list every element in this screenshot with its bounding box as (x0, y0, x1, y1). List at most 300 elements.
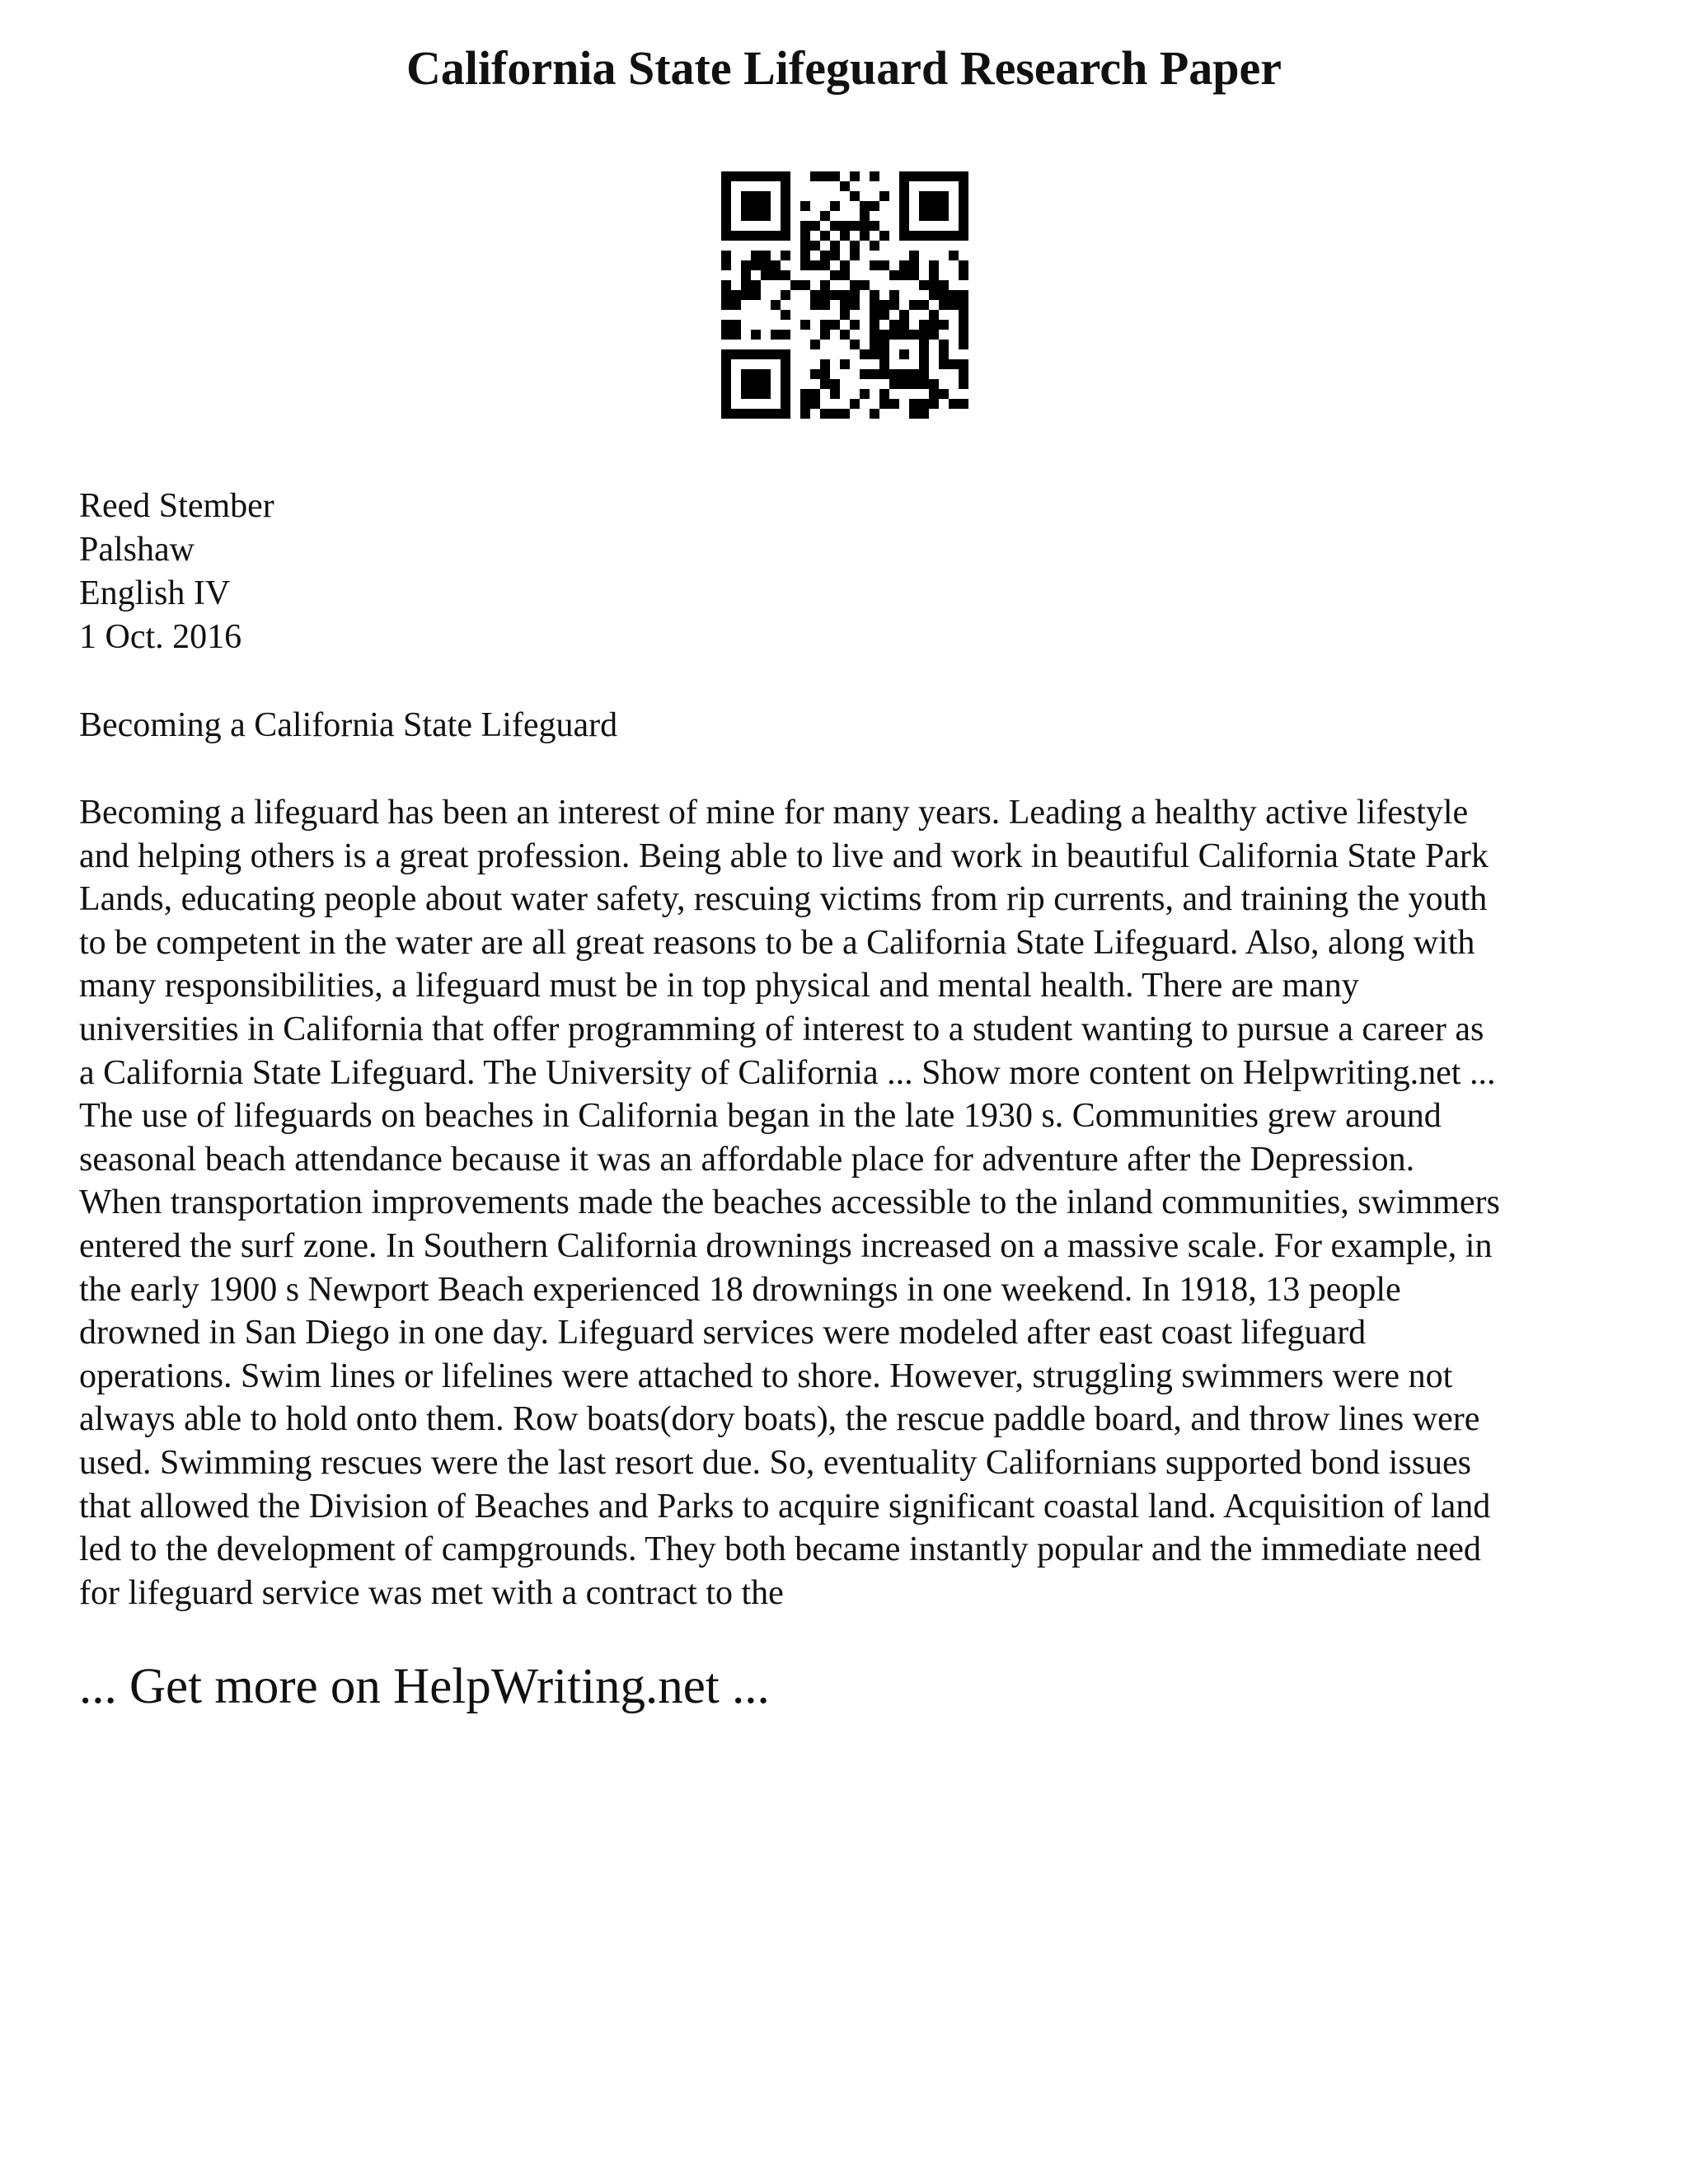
qr-module (899, 379, 909, 389)
qr-module (761, 191, 771, 201)
qr-module (879, 300, 889, 310)
get-more-link[interactable]: ... Get more on HelpWriting.net ... (79, 1659, 770, 1714)
qr-module (889, 330, 899, 340)
qr-module (830, 171, 840, 181)
qr-module (899, 171, 909, 181)
qr-module (949, 359, 959, 369)
qr-module (751, 201, 761, 211)
qr-module (929, 270, 939, 280)
qr-module (850, 191, 860, 201)
qr-module (761, 270, 771, 280)
qr-module (909, 251, 919, 260)
qr-module (939, 191, 949, 201)
qr-module (959, 340, 968, 349)
body-line: The use of lifeguards on beaches in California began in the late 1930 s. Communities grew around (79, 1097, 1442, 1136)
qr-module (850, 221, 860, 231)
qr-module (840, 359, 850, 369)
qr-module (899, 369, 909, 379)
qr-module (870, 320, 879, 330)
qr-module (800, 221, 810, 231)
qr-module (850, 340, 860, 349)
qr-module (870, 340, 879, 349)
qr-module (761, 201, 771, 211)
qr-module (939, 340, 949, 349)
qr-module (741, 389, 751, 399)
qr-module (889, 399, 899, 409)
qr-module (790, 280, 800, 290)
qr-module (781, 191, 790, 201)
qr-module (860, 211, 870, 221)
qr-module (761, 369, 771, 379)
qr-module (909, 399, 919, 409)
qr-module (939, 290, 949, 300)
qr-module (741, 201, 751, 211)
qr-module (761, 379, 771, 389)
qr-module (959, 171, 968, 181)
qr-module (721, 191, 731, 201)
qr-module (781, 221, 790, 231)
qr-module (751, 369, 761, 379)
qr-module (959, 399, 968, 409)
qr-module (949, 231, 959, 241)
qr-module (879, 399, 889, 409)
qr-module (830, 409, 840, 419)
qr-module (731, 171, 741, 181)
qr-module (810, 399, 820, 409)
qr-module (939, 280, 949, 290)
qr-module (860, 280, 870, 290)
qr-module (810, 369, 820, 379)
qr-module (929, 320, 939, 330)
qr-module (879, 330, 889, 340)
qr-module (929, 201, 939, 211)
qr-module (929, 330, 939, 340)
essay-body (79, 791, 1645, 1615)
body-line: Lands, educating people about water safety, rescuing victims from rip currents, and training the youth (79, 880, 1488, 919)
qr-module (721, 389, 731, 399)
qr-module (850, 399, 860, 409)
qr-module (751, 260, 761, 270)
qr-module (840, 300, 850, 310)
qr-module (751, 379, 761, 389)
qr-module (840, 270, 850, 280)
qr-module (939, 171, 949, 181)
qr-module (820, 231, 830, 241)
qr-module (820, 320, 830, 330)
qr-module (721, 330, 731, 340)
qr-module (870, 369, 879, 379)
qr-module (919, 369, 929, 379)
qr-module (919, 280, 929, 290)
qr-module (830, 270, 840, 280)
qr-module (781, 330, 790, 340)
qr-module (929, 389, 939, 399)
qr-module (870, 201, 879, 211)
qr-module (870, 241, 879, 251)
qr-module (741, 379, 751, 389)
qr-module (761, 211, 771, 221)
qr-module (919, 171, 929, 181)
qr-module (959, 201, 968, 211)
qr-module (781, 359, 790, 369)
qr-module (899, 310, 909, 320)
body-line: led to the development of campgrounds. They both became instantly popular and the immediate need (79, 1530, 1481, 1569)
qr-module (820, 290, 830, 300)
qr-module (899, 330, 909, 340)
qr-module (899, 231, 909, 241)
qr-module (781, 389, 790, 399)
qr-module (959, 270, 968, 280)
qr-module (830, 241, 840, 251)
qr-module (870, 290, 879, 300)
qr-module (771, 300, 781, 310)
qr-module (919, 201, 929, 211)
qr-module (909, 171, 919, 181)
qr-module (751, 251, 761, 260)
qr-module (751, 389, 761, 399)
body-line: used. Swimming rescues were the last resort due. So, eventuality Californians supported bond issues (79, 1443, 1472, 1482)
qr-module (810, 221, 820, 231)
qr-module (731, 300, 741, 310)
qr-module (820, 369, 830, 379)
qr-module (820, 300, 830, 310)
body-line: for lifeguard service was met with a contract to the (79, 1573, 784, 1612)
qr-module (879, 389, 889, 399)
body-line: always able to hold onto them. Row boats(dory boats), the rescue paddle board, and throw lines were (79, 1400, 1480, 1439)
qr-module (721, 369, 731, 379)
qr-module (840, 310, 850, 320)
qr-module (879, 310, 889, 320)
qr-module (889, 290, 899, 300)
qr-module (850, 290, 860, 300)
qr-module (879, 359, 889, 369)
qr-module (840, 409, 850, 419)
qr-module (939, 349, 949, 359)
qr-module (959, 379, 968, 389)
body-line: seasonal beach attendance because it was an affordable place for adventure after the Depression. (79, 1140, 1415, 1179)
qr-module (929, 280, 939, 290)
qr-module (751, 349, 761, 359)
qr-module (879, 231, 889, 241)
qr-module (781, 310, 790, 320)
qr-module (830, 251, 840, 260)
qr-module (860, 369, 870, 379)
qr-module (751, 330, 761, 340)
qr-module (810, 171, 820, 181)
qr-module (721, 409, 731, 419)
qr-module (751, 231, 761, 241)
qr-module (781, 211, 790, 221)
body-line: to be competent in the water are all great reasons to be a California State Lifeguard. Also, along with (79, 923, 1475, 962)
qr-module (949, 171, 959, 181)
qr-module (810, 241, 820, 251)
qr-module (959, 211, 968, 221)
qr-module (850, 280, 860, 290)
qr-module (919, 409, 929, 419)
qr-module (899, 191, 909, 201)
essay-title: Becoming a California State Lifeguard (79, 706, 618, 744)
qr-module (919, 330, 929, 340)
qr-module (751, 280, 761, 290)
qr-module (889, 369, 899, 379)
qr-module (929, 191, 939, 201)
body-line: the early 1900 s Newport Beach experienced 18 drownings in one weekend. In 1918, 13 people (79, 1270, 1401, 1309)
qr-module (860, 349, 870, 359)
qr-module (919, 349, 929, 359)
qr-module (820, 280, 830, 290)
qr-module (741, 290, 751, 300)
qr-module (870, 171, 879, 181)
qr-module (800, 201, 810, 211)
qr-module (761, 349, 771, 359)
qr-module (731, 330, 741, 340)
qr-module (840, 290, 850, 300)
qr-module (959, 310, 968, 320)
qr-module (741, 191, 751, 201)
qr-module (781, 181, 790, 191)
qr-module (820, 260, 830, 270)
qr-module (919, 359, 929, 369)
qr-module (889, 270, 899, 280)
qr-module (721, 359, 731, 369)
page-title: California State Lifeguard Research Paper (406, 41, 1282, 95)
qr-module (800, 251, 810, 260)
qr-module (949, 300, 959, 310)
qr-module (879, 340, 889, 349)
qr-module (721, 300, 731, 310)
qr-module (959, 330, 968, 340)
qr-module (800, 241, 810, 251)
qr-module (741, 211, 751, 221)
qr-module (959, 300, 968, 310)
qr-module (919, 191, 929, 201)
qr-module (959, 181, 968, 191)
qr-module (959, 320, 968, 330)
qr-module (731, 320, 741, 330)
qr-module (781, 171, 790, 181)
qr-module (741, 270, 751, 280)
qr-module (959, 231, 968, 241)
qr-module (919, 211, 929, 221)
course-name: English IV (79, 574, 231, 612)
qr-module (820, 171, 830, 181)
qr-module (800, 280, 810, 290)
paper-date: 1 Oct. 2016 (79, 618, 242, 656)
qr-module (929, 379, 939, 389)
qr-module (771, 231, 781, 241)
qr-module (870, 310, 879, 320)
qr-module (741, 171, 751, 181)
qr-module (939, 211, 949, 221)
qr-module (949, 251, 959, 260)
qr-module (830, 221, 840, 231)
body-line: operations. Swim lines or lifelines were attached to shore. However, struggling swimmers were not (79, 1357, 1453, 1395)
qr-module (959, 191, 968, 201)
qr-module (909, 260, 919, 270)
qr-module (870, 330, 879, 340)
qr-module (781, 270, 790, 280)
qr-module (761, 260, 771, 270)
qr-module (800, 399, 810, 409)
qr-module (781, 399, 790, 409)
qr-module (879, 191, 889, 201)
qr-module (721, 251, 731, 260)
qr-module (810, 290, 820, 300)
qr-module (959, 359, 968, 369)
qr-module (840, 221, 850, 231)
qr-module (879, 260, 889, 270)
qr-module (731, 409, 741, 419)
qr-module (721, 260, 731, 270)
qr-module (860, 389, 870, 399)
qr-module (781, 409, 790, 419)
qr-module (741, 409, 751, 419)
qr-module (909, 409, 919, 419)
qr-module (721, 280, 731, 290)
qr-module (781, 290, 790, 300)
qr-module (939, 201, 949, 211)
qr-module (909, 300, 919, 310)
body-line: a California State Lifeguard. The University of California ... Show more content on Helpwriting.net ... (79, 1053, 1496, 1092)
qr-module (820, 330, 830, 340)
qr-module (721, 399, 731, 409)
body-line: When transportation improvements made the beaches accessible to the inland communities, swimmers (79, 1183, 1500, 1222)
qr-module (939, 359, 949, 369)
qr-module (761, 251, 771, 260)
qr-module (909, 369, 919, 379)
qr-module (820, 251, 830, 260)
qr-module (840, 181, 850, 191)
qr-module (820, 359, 830, 369)
qr-module (741, 231, 751, 241)
qr-module (771, 270, 781, 280)
qr-module (909, 330, 919, 340)
qr-module (929, 290, 939, 300)
body-line: drowned in San Diego in one day. Lifeguard services were modeled after east coast lifeguard (79, 1314, 1367, 1352)
qr-module (860, 201, 870, 211)
qr-module (800, 231, 810, 241)
qr-module (761, 389, 771, 399)
qr-module (830, 290, 840, 300)
qr-module (889, 300, 899, 310)
qr-module (800, 389, 810, 399)
qr-module (939, 231, 949, 241)
qr-module (919, 399, 929, 409)
qr-code-icon[interactable] (721, 171, 968, 419)
qr-module (840, 231, 850, 241)
qr-module (800, 320, 810, 330)
qr-module (731, 349, 741, 359)
qr-module (721, 211, 731, 221)
qr-module (840, 330, 850, 340)
qr-module (959, 221, 968, 231)
qr-module (929, 211, 939, 221)
qr-module (751, 171, 761, 181)
qr-module (721, 181, 731, 191)
qr-module (781, 379, 790, 389)
qr-module (899, 181, 909, 191)
body-line: universities in California that offer programming of interest to a student wanting to pursue a career as (79, 1010, 1484, 1048)
qr-module (771, 349, 781, 359)
qr-module (781, 231, 790, 241)
qr-module (899, 221, 909, 231)
qr-module (830, 201, 840, 211)
qr-module (721, 221, 731, 231)
qr-module (820, 409, 830, 419)
qr-module (810, 389, 820, 399)
qr-module (721, 349, 731, 359)
qr-module (919, 340, 929, 349)
qr-module (761, 409, 771, 419)
qr-module (781, 251, 790, 260)
qr-module (899, 270, 909, 280)
qr-module (919, 231, 929, 241)
qr-module (850, 300, 860, 310)
qr-module (771, 171, 781, 181)
qr-module (751, 409, 761, 419)
body-line: entered the surf zone. In Southern California drownings increased on a massive scale. For example, in (79, 1226, 1493, 1265)
qr-module (850, 320, 860, 330)
qr-module (810, 260, 820, 270)
qr-module (771, 409, 781, 419)
qr-module (761, 171, 771, 181)
qr-module (919, 300, 929, 310)
qr-module (909, 231, 919, 241)
qr-module (721, 201, 731, 211)
qr-module (830, 379, 840, 389)
body-line: that allowed the Division of Beaches and Parks to acquire significant coastal land. Acquisition of land (79, 1487, 1491, 1526)
qr-module (820, 211, 830, 221)
qr-module (949, 399, 959, 409)
qr-module (919, 379, 929, 389)
qr-module (870, 221, 879, 231)
qr-module (899, 211, 909, 221)
qr-module (721, 231, 731, 241)
qr-module (850, 171, 860, 181)
qr-module (939, 320, 949, 330)
qr-module (879, 349, 889, 359)
qr-module (810, 340, 820, 349)
qr-module (929, 231, 939, 241)
body-line: Becoming a lifeguard has been an interest of mine for many years. Leading a healthy active lifestyle (79, 794, 1469, 832)
qr-module (899, 349, 909, 359)
qr-module (840, 260, 850, 270)
qr-module (889, 320, 899, 330)
qr-module (899, 201, 909, 211)
qr-module (929, 399, 939, 409)
qr-module (870, 260, 879, 270)
qr-module (820, 379, 830, 389)
qr-module (830, 320, 840, 330)
qr-module (899, 260, 909, 270)
qr-module (879, 369, 889, 379)
qr-module (909, 270, 919, 280)
body-line: many responsibilities, a lifeguard must be in top physical and mental health. There are many (79, 967, 1359, 1005)
qr-module (721, 290, 731, 300)
qr-module (850, 251, 860, 260)
qr-module (781, 201, 790, 211)
instructor-name: Palshaw (79, 531, 195, 569)
qr-module (889, 379, 899, 389)
qr-module (949, 290, 959, 300)
qr-module (731, 290, 741, 300)
qr-module (761, 231, 771, 241)
qr-module (959, 369, 968, 379)
qr-module (781, 349, 790, 359)
qr-module (800, 260, 810, 270)
author-name: Reed Stember (79, 487, 274, 525)
qr-module (741, 349, 751, 359)
